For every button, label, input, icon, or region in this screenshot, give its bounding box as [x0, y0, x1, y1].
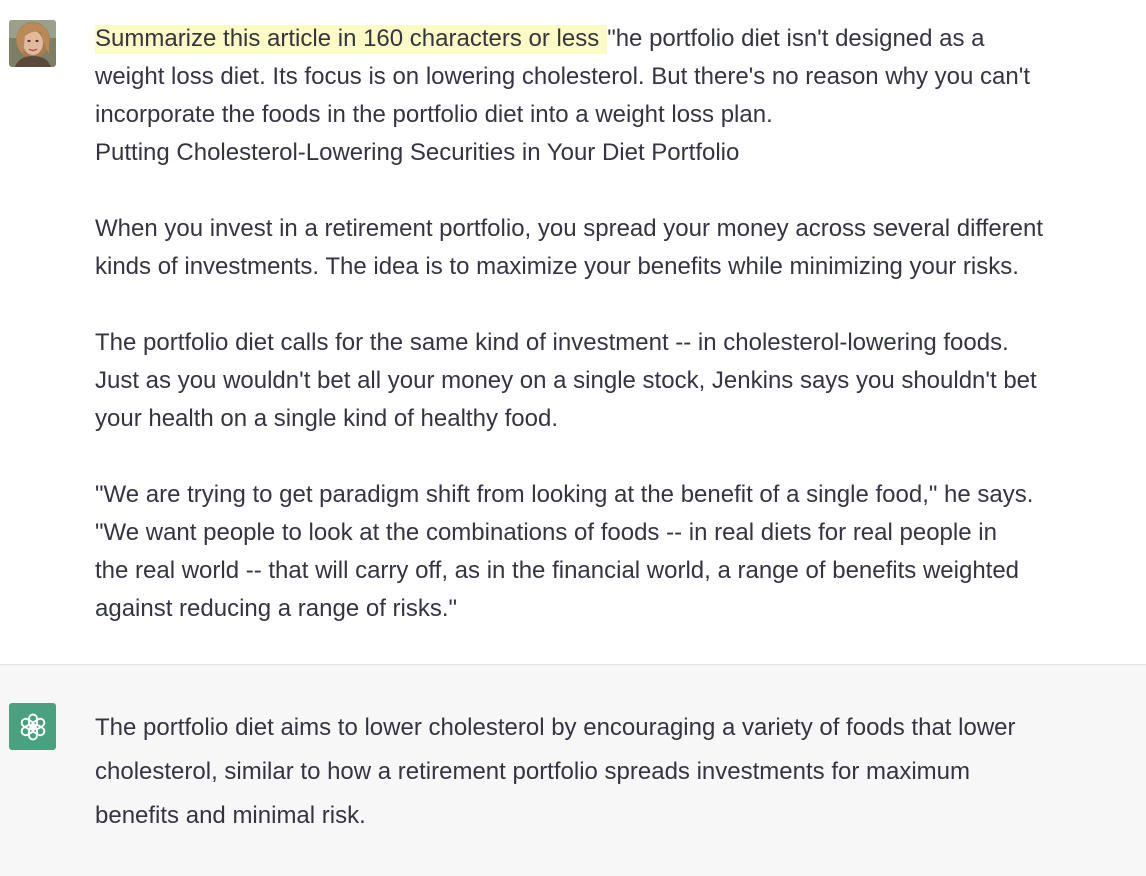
- assistant-line-3: benefits and minimal risk.: [95, 802, 366, 829]
- user-line-1: [95, 20, 1130, 58]
- user-line-7: The portfolio diet calls for the same kind of investment -- in cholesterol-lowering foods.: [95, 329, 1009, 356]
- highlighted-prompt: Summarize this article in 160 characters or less: [95, 25, 607, 54]
- paragraph-gap: [95, 286, 1130, 324]
- user-line-1-rest: "he portfolio diet isn't designed as a: [607, 25, 985, 52]
- user-line-2: weight loss diet. Its focus is on lowering cholesterol. But there's no reason why you can't: [95, 63, 1030, 90]
- openai-logo-icon: [18, 712, 48, 742]
- paragraph-gap: [95, 172, 1130, 210]
- user-line-13: against reducing a range of risks.": [95, 595, 458, 622]
- user-avatar: [9, 20, 56, 67]
- assistant-message-text: [95, 706, 1115, 838]
- article-heading: Putting Cholesterol-Lowering Securities in Your Diet Portfolio: [95, 139, 740, 166]
- paragraph-gap: [95, 438, 1130, 476]
- user-photo-avatar-icon: [9, 20, 56, 67]
- assistant-avatar: [9, 703, 56, 750]
- assistant-line-1: The portfolio diet aims to lower cholesterol by encouraging a variety of foods that lower: [95, 714, 1016, 741]
- user-message-text: [95, 20, 1130, 628]
- assistant-message-row: [0, 664, 1146, 876]
- user-line-3: incorporate the foods in the portfolio diet into a weight loss plan.: [95, 101, 773, 128]
- user-line-9: your health on a single kind of healthy food.: [95, 405, 558, 432]
- user-line-5: When you invest in a retirement portfolio, you spread your money across several different: [95, 215, 1044, 242]
- user-line-10: "We are trying to get paradigm shift from looking at the benefit of a single food," he says.: [95, 481, 1034, 508]
- user-line-12: the real world -- that will carry off, as in the financial world, a range of benefits weighted: [95, 557, 1020, 584]
- user-line-8: Just as you wouldn't bet all your money on a single stock, Jenkins says you shouldn't bet: [95, 367, 1037, 394]
- assistant-line-2: cholesterol, similar to how a retirement portfolio spreads investments for maximum: [95, 758, 970, 785]
- user-line-6: kinds of investments. The idea is to maximize your benefits while minimizing your risks.: [95, 253, 1019, 280]
- user-line-11: "We want people to look at the combinations of foods -- in real diets for real people in: [95, 519, 997, 546]
